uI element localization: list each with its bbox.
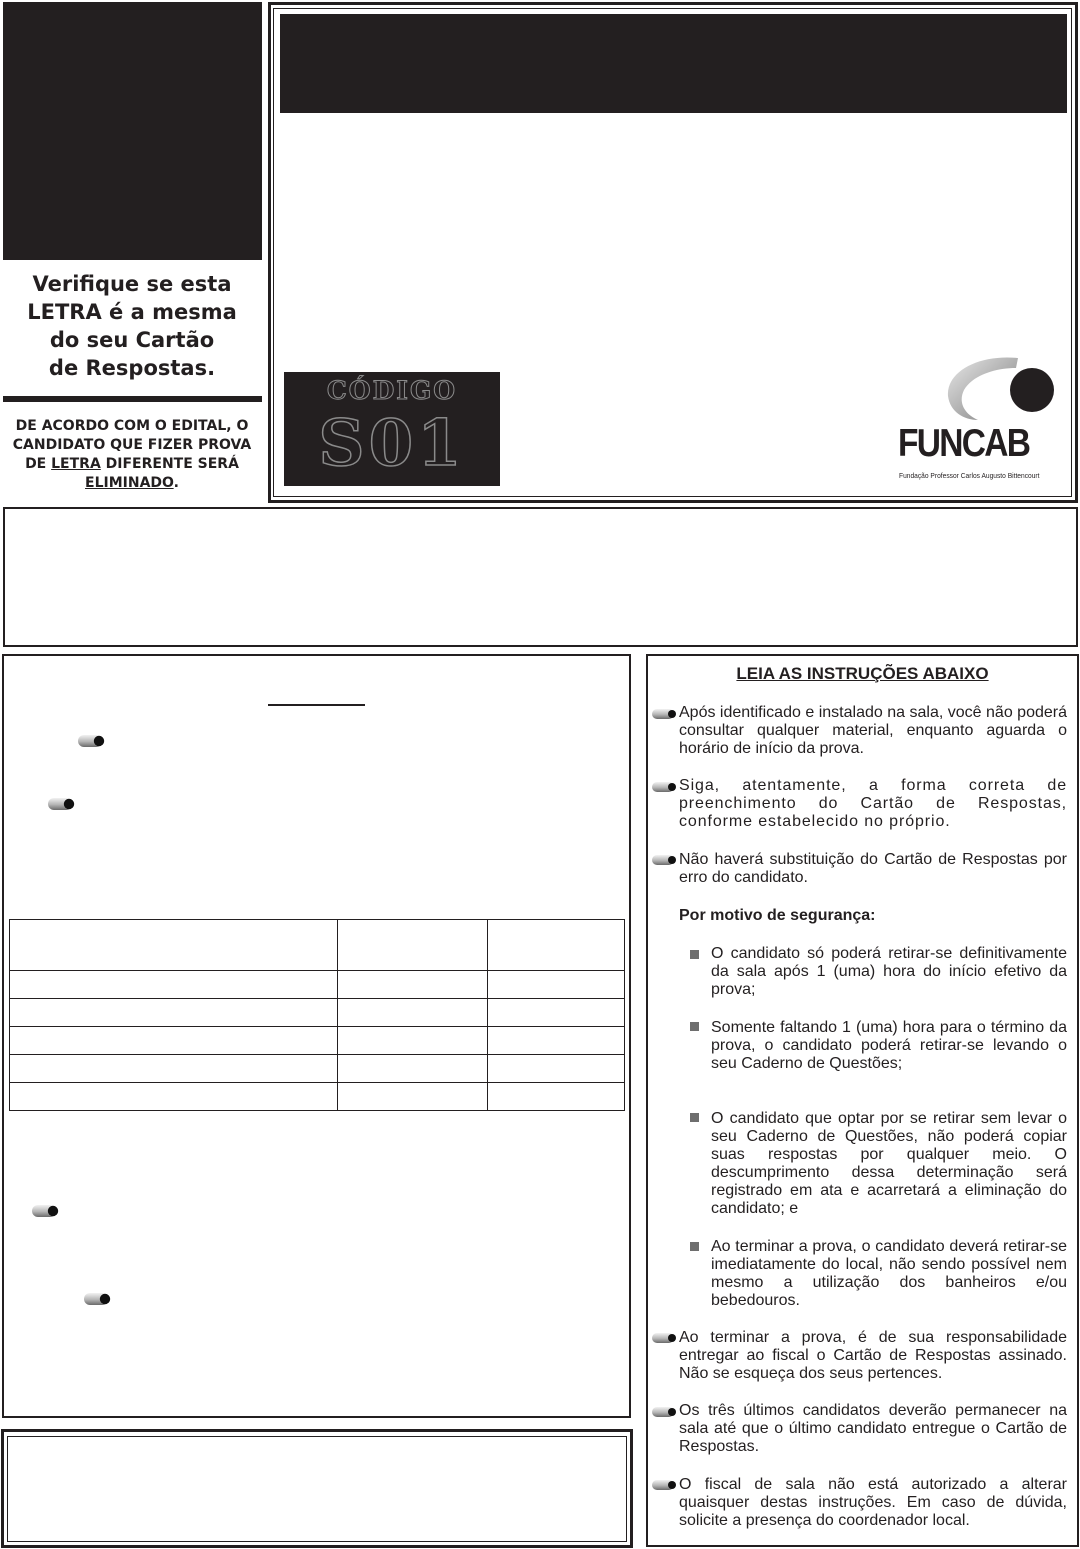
letter-box: [3, 2, 262, 260]
square-bullet-icon: [690, 1022, 699, 1031]
instruction-item: Após identificado e instalado na sala, você não poderá consultar qualquer material, enquanto aguarda o horário de início da prova.: [679, 704, 1067, 757]
instructions-title: LEIA AS INSTRUÇÕES ABAIXO: [736, 664, 989, 683]
bullet-icon: [651, 706, 681, 722]
divider: [3, 396, 262, 402]
security-item: O candidato só poderá retirar-se definitivamente da sala após 1 (uma) hora do início efetivo da prova;: [711, 945, 1067, 998]
exam-code-value: S01: [318, 406, 466, 481]
security-item: Ao terminar a prova, o candidato deverá retirar-se imediatamente do local, não sendo possível nem mesmo a utilização dos banheiros e/ou bebedouros.: [711, 1238, 1067, 1309]
candidate-info-box: [3, 507, 1078, 647]
signature-box: [7, 1436, 627, 1542]
elimination-warning: DE ACORDO COM O EDITAL, O CANDIDATO QUE FIZER PROVA DE LETRA DIFERENTE SERÁ ELIMINADO.: [12, 418, 252, 491]
bullet-icon: [651, 852, 681, 868]
funcab-logo-subtitle: Fundação Professor Carlos Augusto Bittencourt: [899, 471, 1040, 480]
bullet-icon: [651, 1477, 681, 1493]
bullet-icon: [651, 1330, 681, 1346]
content-table: [9, 919, 625, 1111]
bullet-icon: [83, 1291, 113, 1307]
square-bullet-icon: [690, 1113, 699, 1122]
table-header-row: [10, 920, 625, 971]
instruction-item: Não haverá substituição do Cartão de Respostas por erro do candidato.: [679, 851, 1067, 886]
bullet-icon: [77, 733, 107, 749]
instruction-item: Siga, atentamente, a forma correta de preenchimento do Cartão de Respostas, conforme estabelecido no próprio.: [679, 777, 1067, 830]
bullet-icon: [651, 1404, 681, 1420]
instruction-item: O fiscal de sala não está autorizado a alterar quaisquer destas instruções. Em caso de dúvida, solicite a presença do coordenador local.: [679, 1476, 1067, 1529]
letter-verification-notice: Verifique se esta LETRA é a mesma do seu Cartão de Respostas.: [27, 272, 237, 380]
security-item: O candidato que optar por se retirar sem levar o seu Caderno de Questões, não poderá copiar suas respostas por qualquer meio. O descumprimento dessa determinação será registrado em ata e acarretará a eliminação do candidato; e: [711, 1110, 1067, 1217]
funcab-logo-text: FUNCAB: [898, 422, 1030, 465]
square-bullet-icon: [690, 950, 699, 959]
header-title-bar: [280, 14, 1067, 113]
exam-code-box: [284, 372, 500, 486]
bullet-icon: [31, 1203, 61, 1219]
square-bullet-icon: [690, 1242, 699, 1251]
table-row: [10, 971, 625, 999]
table-row: [10, 1083, 625, 1111]
security-heading: Por motivo de segurança:: [679, 907, 876, 924]
table-row: [10, 1055, 625, 1083]
bullet-icon: [651, 779, 681, 795]
instruction-item: Ao terminar a prova, é de sua responsabilidade entregar ao fiscal o Cartão de Respostas assinado. Não se esqueça dos seus pertences.: [679, 1329, 1067, 1382]
table-row: [10, 999, 625, 1027]
exam-code-label: CÓDIGO: [326, 376, 458, 405]
bullet-icon: [47, 796, 77, 812]
table-row: [10, 1027, 625, 1055]
underline-blank: [268, 704, 365, 706]
instruction-item: Os três últimos candidatos deverão permanecer na sala até que o último candidato entregue o Cartão de Respostas.: [679, 1402, 1067, 1455]
security-item: Somente faltando 1 (uma) hora para o término da prova, o candidato poderá retirar-se levando o seu Caderno de Questões;: [711, 1019, 1067, 1072]
